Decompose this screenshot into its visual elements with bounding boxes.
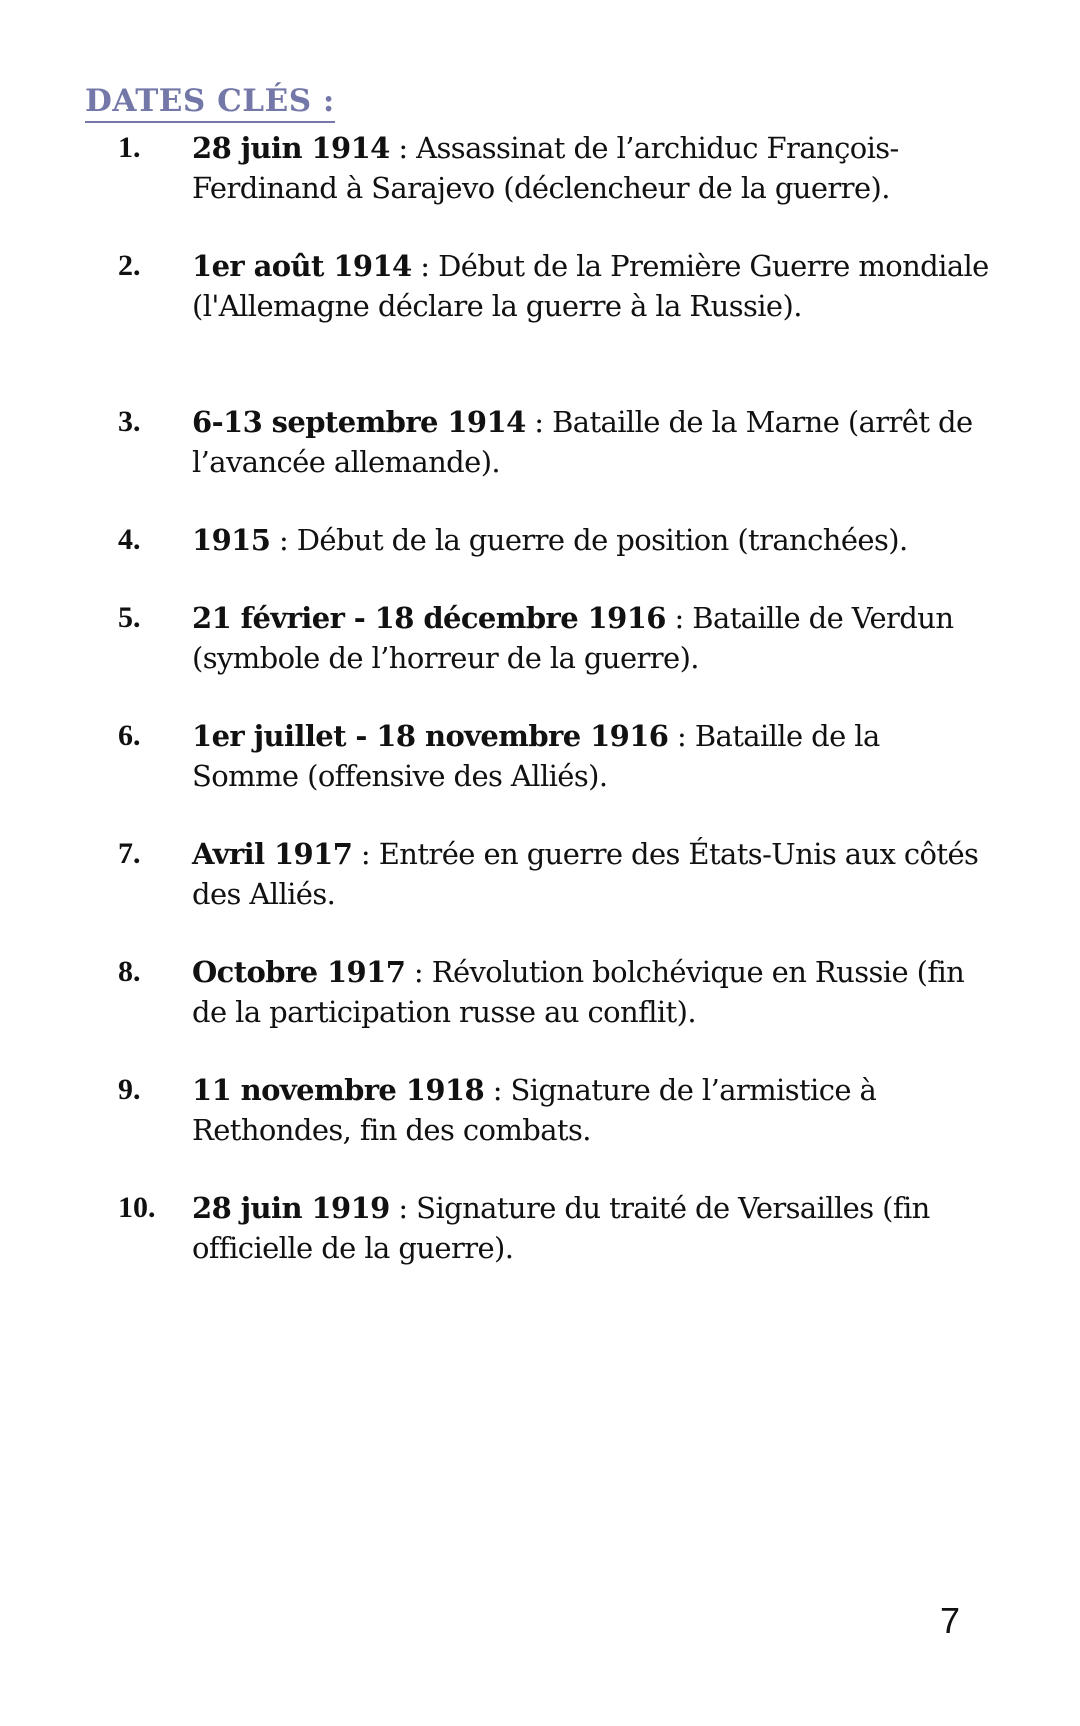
item-date: 28 juin 1919	[192, 1191, 390, 1225]
item-separator: :	[352, 837, 379, 871]
item-separator: :	[484, 1073, 511, 1107]
item-entry	[192, 1188, 992, 1268]
item-separator: :	[405, 955, 432, 989]
item-number: 1.	[118, 131, 141, 164]
item-separator: :	[411, 249, 439, 283]
item-number: 9.	[118, 1073, 141, 1106]
item-number: 4.	[118, 523, 141, 556]
item-entry	[192, 598, 992, 678]
item-date: 1er août 1914	[192, 249, 412, 283]
item-separator: :	[665, 601, 693, 635]
item-entry	[192, 402, 992, 482]
item-description: Révolution bolchévique en Russie (fin de la participation russe au conflit).	[192, 955, 965, 1029]
item-description: Début de la Première Guerre mondiale (l'Allemagne déclare la guerre à la Russie).	[192, 249, 989, 323]
item-date: 6-13 septembre 1914	[192, 405, 526, 439]
item-description: Signature du traité de Versailles (fin officielle de la guerre).	[192, 1191, 930, 1265]
item-date: Avril 1917	[192, 837, 353, 871]
item-separator: :	[270, 523, 297, 557]
item-date: 1915	[192, 523, 271, 557]
item-date: 28 juin 1914	[192, 131, 390, 165]
item-date: Octobre 1917	[192, 955, 406, 989]
item-date: 11 novembre 1918	[192, 1073, 485, 1107]
item-entry	[192, 716, 992, 796]
item-description: Signature de l’armistice à Rethondes, fin des combats.	[192, 1073, 877, 1147]
item-description: Bataille de Verdun (symbole de l’horreur de la guerre).	[192, 601, 954, 675]
item-entry	[192, 952, 992, 1032]
page-number: 7	[940, 1600, 961, 1641]
item-entry	[192, 520, 992, 560]
item-number: 10.	[118, 1191, 156, 1224]
item-number: 3.	[118, 405, 141, 438]
item-number: 2.	[118, 249, 141, 282]
item-description: Bataille de la Somme (offensive des Alliés).	[192, 719, 880, 793]
item-entry	[192, 834, 992, 914]
item-date: 21 février - 18 décembre 1916	[192, 601, 666, 635]
item-number: 7.	[118, 837, 141, 870]
item-entry	[192, 246, 992, 326]
item-separator: :	[389, 131, 417, 165]
item-entry	[192, 1070, 992, 1150]
item-entry	[192, 128, 992, 208]
item-description: Assassinat de l’archiduc François-Ferdinand à Sarajevo (déclencheur de la guerre).	[192, 131, 899, 205]
item-description: Entrée en guerre des États-Unis aux côtés des Alliés.	[192, 837, 979, 911]
item-number: 5.	[118, 601, 141, 634]
item-separator: :	[668, 719, 695, 753]
item-date: 1er juillet - 18 novembre 1916	[192, 719, 669, 753]
item-number: 8.	[118, 955, 141, 988]
item-separator: :	[389, 1191, 417, 1225]
item-number: 6.	[118, 719, 141, 752]
item-separator: :	[525, 405, 553, 439]
item-description: Début de la guerre de position (tranchées).	[296, 523, 908, 557]
page-heading: DATES CLÉS :	[85, 84, 335, 123]
item-description: Bataille de la Marne (arrêt de l’avancée allemande).	[192, 405, 973, 479]
